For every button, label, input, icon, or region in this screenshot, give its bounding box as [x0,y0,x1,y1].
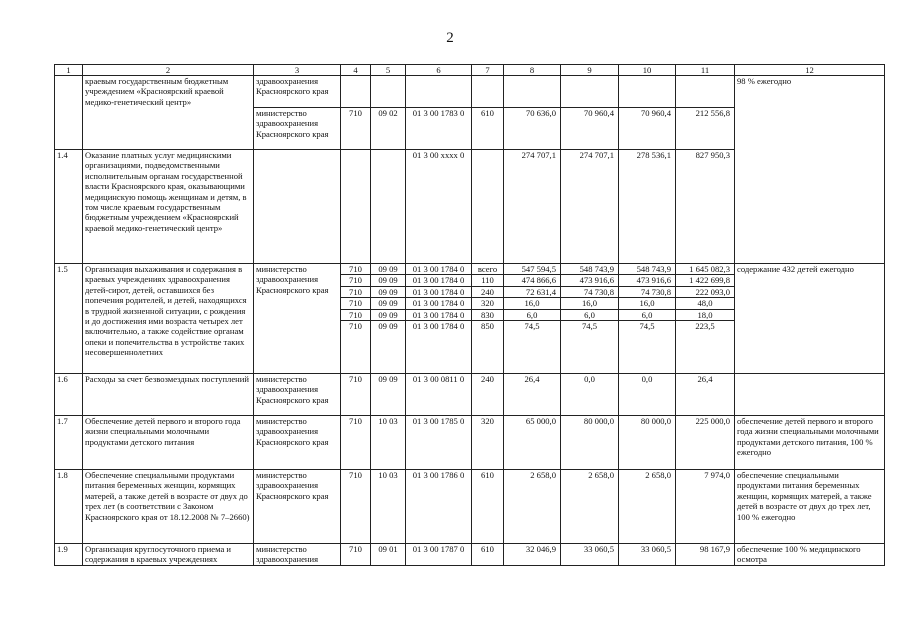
grbs-code: 710 [341,544,371,566]
target-code: 01 3 00 1784 0 [406,264,472,275]
target-code: 01 3 00 1784 0 [406,286,472,297]
row-number: 1.8 [55,470,83,544]
target-code: 01 3 00 1784 0 [406,309,472,320]
table-row [55,416,885,470]
amount-total: 223,5 [676,321,735,374]
table-row [55,374,885,416]
amount-2015: 547 594,5 [504,264,561,275]
header-cell: 1 [55,65,83,76]
amount-2015: 70 636,0 [504,108,561,150]
amount-total: 212 556,8 [676,108,735,150]
grbs-code: 710 [341,321,371,374]
header-cell: 4 [341,65,371,76]
expense-type: 110 [472,275,504,286]
row-number: 1.7 [55,416,83,470]
expense-type: 320 [472,298,504,309]
target-code: 01 3 00 1783 0 [406,108,472,150]
amount-2017: 16,0 [619,298,676,309]
amount-2015: 72 631,4 [504,286,561,297]
amount-2016: 274 707,1 [561,150,619,264]
row-number: 1.9 [55,544,83,566]
amount-2017: 33 060,5 [619,544,676,566]
amount-2015: 274 707,1 [504,150,561,264]
header-cell: 12 [735,65,885,76]
grbs-code: 710 [341,374,371,416]
table-row [55,544,885,566]
target-code: 01 3 00 1784 0 [406,275,472,286]
amount-2016: 74,5 [561,321,619,374]
grbs-code: 710 [341,275,371,286]
expense-type: 610 [472,470,504,544]
amount-total: 1 422 699,8 [676,275,735,286]
grbs-cell: министерство здравоохранения Красноярского края [254,108,341,150]
amount-total: 7 974,0 [676,470,735,544]
budget-table [54,64,885,566]
amount-total: 98 167,9 [676,544,735,566]
section-code: 10 03 [371,470,406,544]
target-code: 01 3 00 1787 0 [406,544,472,566]
event-name: Обеспечение специальными продуктами питания беременных женщин, кормящих матерей, а также детей в возрасте от двух до трех лет (в соответствии с Законом Красноярского края от 18.12.2008 № 7–2660) [83,470,254,544]
target-code: 01 3 00 1784 0 [406,298,472,309]
amount-total: 48,0 [676,298,735,309]
row-number: 1.6 [55,374,83,416]
amount-2017: 473 916,6 [619,275,676,286]
header-cell: 5 [371,65,406,76]
amount-2016: 2 658,0 [561,470,619,544]
result-note: 98 % ежегодно [735,76,885,264]
grbs-cell: министерство здравоохранения Красноярского края [254,374,341,416]
section-code: 09 09 [371,309,406,320]
event-name: Обеспечение детей первого и второго года жизни специальными молочными продуктами детского питания [83,416,254,470]
expense-type: 240 [472,286,504,297]
table-row [55,470,885,544]
section-code: 10 03 [371,416,406,470]
target-code: 01 3 00 1786 0 [406,470,472,544]
event-name: Организация круглосуточного приема и содержания в краевых учреждениях [83,544,254,566]
amount-2016: 6,0 [561,309,619,320]
amount-2017: 70 960,4 [619,108,676,150]
amount-2015: 32 046,9 [504,544,561,566]
amount-2015: 2 658,0 [504,470,561,544]
section-code: 09 09 [371,374,406,416]
expense-type: 240 [472,374,504,416]
expense-type: всего [472,264,504,275]
amount-total: 1 645 082,3 [676,264,735,275]
section-code: 09 09 [371,298,406,309]
header-cell: 9 [561,65,619,76]
event-name: Расходы за счет безвозмездных поступлений [83,374,254,416]
expense-type: 320 [472,416,504,470]
row-number: 1.4 [55,150,83,264]
amount-2016: 473 916,6 [561,275,619,286]
section-code: 09 09 [371,286,406,297]
grbs-cell: здравоохранения Красноярского края [254,76,341,108]
amount-total: 18,0 [676,309,735,320]
grbs-code: 710 [341,286,371,297]
target-code: 01 3 00 1785 0 [406,416,472,470]
expense-type: 850 [472,321,504,374]
table-row [55,76,885,108]
amount-2017: 80 000,0 [619,416,676,470]
amount-total: 26,4 [676,374,735,416]
result-note: обеспечение специальными продуктами питания беременных женщин, кормящих матерей, а также детей в возрасте от двух до трех лет, 100 % ежегодно [735,470,885,544]
grbs-cell: министерство здравоохранения Красноярского края [254,264,341,374]
grbs-cell: министерство здравоохранения Красноярского края [254,416,341,470]
expense-type: 830 [472,309,504,320]
amount-2015: 474 866,6 [504,275,561,286]
amount-2016: 548 743,9 [561,264,619,275]
header-cell: 11 [676,65,735,76]
expense-type: 610 [472,544,504,566]
event-name: Организация выхаживания и содержания в краевых учреждениях здравоохранения детей-сирот, детей, оставшихся без попечения родителей, и детей, находящихся в трудной жизненной ситуации, с рождения и до достижения ими возраста четырех лет включительно, а также содействие органам опеки и попечительства в устройстве таких несовершеннолетних [83,264,254,374]
amount-2015: 65 000,0 [504,416,561,470]
amount-total: 827 950,3 [676,150,735,264]
header-cell: 8 [504,65,561,76]
grbs-cell: министерство здравоохранения Красноярского края [254,470,341,544]
section-code: 09 01 [371,544,406,566]
section-code: 09 09 [371,264,406,275]
header-row [55,65,885,76]
amount-2017: 6,0 [619,309,676,320]
amount-2017: 548 743,9 [619,264,676,275]
amount-2016: 70 960,4 [561,108,619,150]
event-name: краевым государственным бюджетным учреждением «Красноярский краевой медико-генетический центр» [83,76,254,150]
amount-2017: 74,5 [619,321,676,374]
section-code: 09 09 [371,321,406,374]
result-note [735,374,885,416]
grbs-code: 710 [341,298,371,309]
target-code: 01 3 00 0811 0 [406,374,472,416]
page-number: 2 [446,30,454,46]
amount-2015: 6,0 [504,309,561,320]
grbs-code: 710 [341,108,371,150]
target-code: 01 3 00 1784 0 [406,321,472,374]
header-cell: 2 [83,65,254,76]
amount-2017: 2 658,0 [619,470,676,544]
result-note: содержание 432 детей ежегодно [735,264,885,374]
header-cell: 10 [619,65,676,76]
amount-2015: 26,4 [504,374,561,416]
grbs-code: 710 [341,309,371,320]
amount-2017: 278 536,1 [619,150,676,264]
header-cell: 6 [406,65,472,76]
event-name: Оказание платных услуг медицинскими организациями, подведомственными исполнительным органам государственной власти Красноярского края, оказывающими медицинскую помощь женщинам и детям, в том числе краевым государственным бюджетным учреждением «Красноярский краевой медико-генетический центр» [83,150,254,264]
section-code: 09 09 [371,275,406,286]
amount-2016: 0,0 [561,374,619,416]
result-note: обеспечение 100 % медицинского осмотра [735,544,885,566]
amount-total: 222 093,0 [676,286,735,297]
amount-total: 225 000,0 [676,416,735,470]
amount-2016: 74 730,8 [561,286,619,297]
amount-2015: 74,5 [504,321,561,374]
row-number: 1.5 [55,264,83,374]
header-cell: 7 [472,65,504,76]
section-code: 09 02 [371,108,406,150]
target-code: 01 3 00 xxxx 0 [406,150,472,264]
grbs-code: 710 [341,470,371,544]
amount-2017: 74 730,8 [619,286,676,297]
row-number [55,76,83,150]
amount-2015: 16,0 [504,298,561,309]
amount-2016: 80 000,0 [561,416,619,470]
grbs-code: 710 [341,264,371,275]
table-row [55,264,885,275]
amount-2017: 0,0 [619,374,676,416]
amount-2016: 33 060,5 [561,544,619,566]
result-note: обеспечение детей первого и второго года жизни специальными молочными продуктами детского питания, 100 % ежегодно [735,416,885,470]
grbs-cell: министерство здравоохранения [254,544,341,566]
header-cell: 3 [254,65,341,76]
grbs-code: 710 [341,416,371,470]
amount-2016: 16,0 [561,298,619,309]
expense-type: 610 [472,108,504,150]
